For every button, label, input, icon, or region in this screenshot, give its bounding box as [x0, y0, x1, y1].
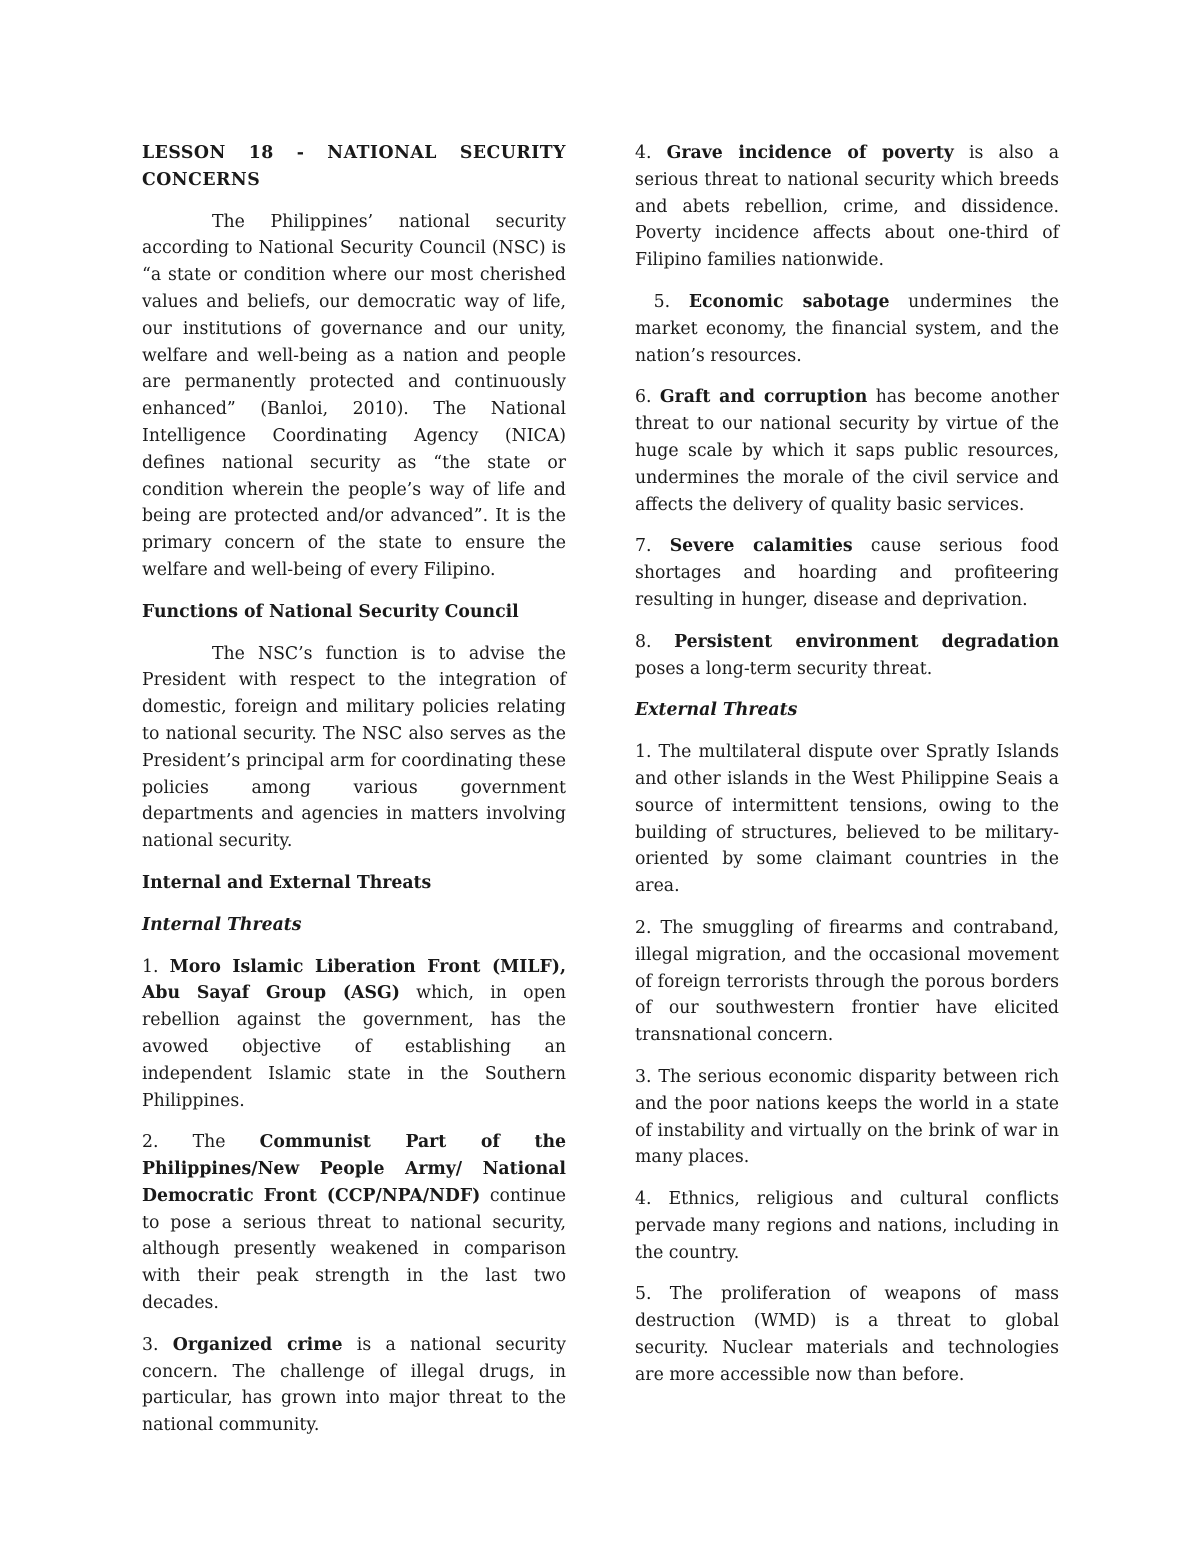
external-threat-item: 3. The serious economic disparity between rich and the poor nations keeps the world in a state of instability and virtually on the brink of war in many places.	[635, 1066, 1059, 1168]
internal-threats-heading: Internal Threats	[142, 914, 302, 935]
external-threat-item: 2. The smuggling of firearms and contraband, illegal migration, and the occasional movement of foreign terrorists through the porous borders of our southwestern frontier have elicited transnational concern.	[635, 917, 1059, 1046]
functions-heading: Functions of National Security Council	[142, 601, 519, 622]
internal-threat-item: 8. Persistent environment degradation poses a long-term security threat.	[635, 631, 1060, 679]
external-threat-item: 5. The proliferation of weapons of mass destruction (WMD) is a threat to global security. Nuclear materials and technologies are more accessible now than before.	[635, 1284, 1059, 1385]
internal-threat-item: 2. The Communist Part of the Philippines/New People Army/ National Democratic Front (CCP/NPA/NDF) continue to pose a serious threat to national security, although presently weakened in comparison with their peak strength in the last two decades.	[142, 1132, 567, 1314]
internal-threat-item: 7. Severe calamities cause serious food shortages and hoarding and profiteering resulting in hunger, disease and deprivation.	[635, 536, 1059, 610]
threats-heading: Internal and External Threats	[142, 872, 432, 893]
right-column	[635, 140, 1059, 1404]
intro-paragraph: The Philippines’ national security according to National Security Council (NSC) is “a state or condition where our most cherished values and beliefs, our democratic way of life, our institutions of governance and our unity, welfare and well-being as a nation and people are permanently protected and continuously enhanced” (Banloi, 2010). The National Intelligence Coordinating Agency (NICA) defines national security as “the state or condition wherein the people’s way of life and being are protected and/or advanced”. It is the primary concern of the state to ensure the welfare and well-being of every Filipino.	[142, 211, 566, 580]
external-threats-heading: External Threats	[635, 700, 798, 721]
functions-paragraph: The NSC’s function is to advise the President with respect to the integration of domestic, foreign and military policies relating to national security. The NSC also serves as the President’s principal arm for coordinating these policies among various government departments and agencies in matters involving national security.	[142, 643, 566, 852]
external-threat-item: 4. Ethnics, religious and cultural conflicts pervade many regions and nations, including in the country.	[635, 1189, 1059, 1263]
internal-threat-item: 1. Moro Islamic Liberation Front (MILF), Abu Sayaf Group (ASG) which, in open rebellion against the government, has the avowed objective of establishing an independent Islamic state in the Southern Philippines.	[142, 956, 566, 1111]
external-threat-item: 1. The multilateral dispute over Spratly Islands and other islands in the West Philippine Seais a source of intermittent tensions, owing to the building of structures, believed to be military-oriented by some claimant countries in the area.	[635, 742, 1059, 897]
lesson-title: LESSON 18 - NATIONAL SECURITY CONCERNS	[142, 143, 566, 190]
internal-threat-item: 6. Graft and corruption has become another threat to our national security by virtue of the huge scale by which it saps public resources, undermines the morale of the civil service and affects the delivery of quality basic services.	[635, 387, 1060, 515]
internal-threat-item: 5. Economic sabotage undermines the market economy, the financial system, and the nation’s resources.	[635, 291, 1060, 366]
left-column	[142, 140, 566, 1454]
internal-threat-item: 4. Grave incidence of poverty is also a serious threat to national security which breeds and abets rebellion, crime, and dissidence. Poverty incidence affects about one-third of Filipino families nationwide.	[635, 143, 1060, 271]
internal-threat-item: 3. Organized crime is a national security concern. The challenge of illegal drugs, in particular, has grown into major threat to the national community.	[142, 1334, 566, 1436]
